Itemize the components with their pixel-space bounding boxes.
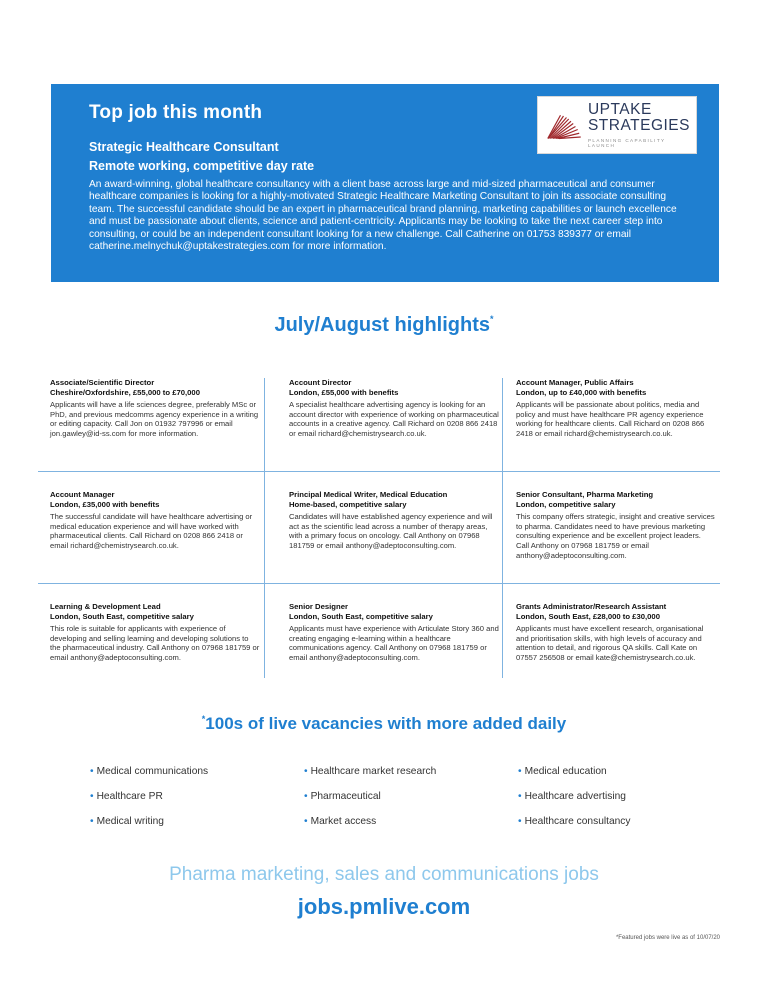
highlights-grid	[38, 370, 720, 684]
grid-divider	[264, 378, 265, 678]
category-item[interactable]	[518, 791, 626, 802]
grid-divider	[38, 471, 720, 472]
category-item[interactable]	[518, 766, 607, 777]
job-subtitle: London, competitive salary	[516, 499, 616, 509]
logo-line-1: UPTAKE	[587, 101, 652, 118]
highlights-title	[0, 314, 768, 337]
bullet-icon: •	[304, 791, 308, 802]
bullet-icon: •	[90, 766, 94, 777]
job-subtitle: London, South East, competitive salary	[50, 611, 194, 621]
job-title: Account Manager, Public Affairs	[516, 378, 634, 387]
logo-line-2: STRATEGIES	[587, 117, 690, 134]
logo-tagline: PLANNING CAPABILITY LAUNCH	[587, 138, 666, 148]
vacancies-title-text: 100s of live vacancies with more added daily	[205, 714, 567, 733]
banner-description: An award-winning, global healthcare consultancy with a client base across large and mid-sized pharmaceutical and consumer healthcare companies is looking for a highly-motivated Strategic Healthcare Marketing Consultant to join its associate consulting team. The successful candidate should be an expert in pharmaceutical brand planning, marketing capabilities or launch excellence and must be passionate about clients, science and patient-centricity. Applicants may be looking to take the next career step into consulting, or could be an independent consultant looking for a new challenge. Call Catherine on 01753 839377 or email catherine.melnychuk@uptakestrategies.com for more information.	[89, 179, 677, 253]
bullet-icon: •	[518, 816, 522, 827]
grid-divider	[38, 583, 720, 584]
bullet-icon: •	[304, 816, 308, 827]
bullet-icon: •	[90, 791, 94, 802]
category-label: Medical education	[524, 766, 607, 777]
jobs-site-link[interactable]: jobs.pmlive.com	[297, 894, 471, 919]
job-description: Candidates will have established agency experience and will act as the scientific lead across a number of therapy areas, with a primary focus on oncology. Call Anthony on 07968 181759 or email anthony@adeptoconsulting.com.	[289, 512, 493, 550]
banner-job-terms: Remote working, competitive day rate	[89, 159, 315, 173]
job-title: Learning & Development Lead	[50, 602, 161, 611]
bullet-icon: •	[304, 766, 308, 777]
job-title: Account Director	[289, 378, 352, 387]
uptake-strategies-logo	[537, 96, 697, 154]
footer-tagline: Pharma marketing, sales and communications jobs	[169, 864, 599, 885]
bullet-icon: •	[518, 791, 522, 802]
category-item[interactable]	[304, 791, 381, 802]
job-card[interactable]	[516, 378, 716, 439]
job-card[interactable]	[50, 490, 260, 551]
vacancies-marker: *	[201, 714, 206, 724]
category-item[interactable]	[90, 791, 163, 802]
bullet-icon: •	[90, 816, 94, 827]
job-subtitle: London, up to £40,000 with benefits	[516, 387, 647, 397]
job-title: Grants Administrator/Research Assistant	[516, 602, 667, 611]
job-description: Applicants must have excellent research, organisational and prioritisation skills, with high levels of accuracy and attention to detail, and rigorous QA skills. Call Kate on 07557 256508 or email kate@chemistrysearch.co.uk.	[516, 624, 704, 662]
job-subtitle: Cheshire/Oxfordshire, £55,000 to £70,000	[50, 387, 200, 397]
job-description: The successful candidate will have healthcare advertising or medical education experience and will have worked with pharmaceutical clients. Call Richard on 0208 866 2418 or email richard@chemistrysearch.co.uk.	[50, 512, 253, 550]
category-label: Healthcare advertising	[524, 791, 626, 802]
category-label: Market access	[310, 816, 377, 827]
category-item[interactable]	[518, 816, 630, 827]
job-subtitle: Home-based, competitive salary	[289, 499, 407, 509]
job-title: Senior Consultant, Pharma Marketing	[516, 490, 654, 499]
job-card[interactable]	[516, 602, 716, 663]
category-label: Medical writing	[96, 816, 164, 827]
job-card[interactable]	[50, 378, 260, 439]
category-label: Medical communications	[96, 766, 209, 777]
category-item[interactable]	[90, 816, 164, 827]
job-title: Account Manager	[50, 490, 115, 499]
job-subtitle: London, £55,000 with benefits	[289, 387, 399, 397]
grid-divider	[502, 378, 503, 678]
banner-job-title: Strategic Healthcare Consultant	[89, 140, 279, 154]
job-card[interactable]	[289, 378, 499, 439]
category-item[interactable]	[90, 766, 208, 777]
job-title: Principal Medical Writer, Medical Education	[289, 490, 448, 499]
job-subtitle: London, South East, £28,000 to £30,000	[516, 611, 660, 621]
footnote: *Featured jobs were live as of 10/07/20	[615, 935, 720, 941]
job-card[interactable]	[50, 602, 260, 663]
bullet-icon: •	[518, 766, 522, 777]
banner-heading: Top job this month	[89, 102, 263, 123]
job-card[interactable]	[516, 490, 716, 560]
job-title: Associate/Scientific Director	[50, 378, 155, 387]
job-card[interactable]	[289, 602, 499, 663]
highlights-marker: *	[490, 314, 494, 324]
job-description: Applicants will have a life sciences degree, preferably MSc or PhD, and previous medcomms agency experience in a writing or editing capacity. Call Jon on 01932 797996 or email jon.gawley@id-ss.com for more information.	[50, 400, 259, 438]
job-title: Senior Designer	[289, 602, 348, 611]
category-item[interactable]	[304, 816, 376, 827]
logo-fan-icon	[544, 103, 586, 147]
job-description: This role is suitable for applicants with experience of developing and selling learning and developing solutions to the pharmaceutical industry. Call Anthony on 07968 181759 or email anthony@adeptoconsulting.com.	[50, 624, 260, 662]
job-subtitle: London, South East, competitive salary	[289, 611, 433, 621]
job-description: Applicants will be passionate about politics, media and policy and must have healthcare PR agency experience working for healthcare clients. Call Richard on 0208 866 2418 or email richard@chemistrysearch.co.uk.	[516, 400, 705, 438]
job-subtitle: London, £35,000 with benefits	[50, 499, 160, 509]
job-description: Applicants must have experience with Articulate Story 360 and creating engaging e-learning within a healthcare communications agency. Call Anthony on 07968 181759 or email anthony@adeptoconsulting.com.	[289, 624, 499, 662]
job-description: A specialist healthcare advertising agency is looking for an account director with experience of working on pharmaceutical accounts in a creative agency. Call Richard on 0208 866 2418 or email richard@chemistrysearch.co.uk.	[289, 400, 499, 438]
job-description: This company offers strategic, insight and creative services to pharma. Candidates need to have previous marketing consulting experience and be excellent project leaders. Call Anthony on 07968 181759 or email anthony@adeptoconsulting.com.	[516, 512, 715, 560]
category-label: Healthcare PR	[96, 791, 163, 802]
highlights-title-text: July/August highlights	[274, 314, 491, 336]
top-job-banner	[51, 84, 719, 282]
vacancies-title	[0, 714, 768, 734]
category-label: Healthcare consultancy	[524, 816, 631, 827]
category-item[interactable]	[304, 766, 436, 777]
category-label: Healthcare market research	[310, 766, 437, 777]
job-card[interactable]	[289, 490, 499, 551]
category-label: Pharmaceutical	[310, 791, 381, 802]
